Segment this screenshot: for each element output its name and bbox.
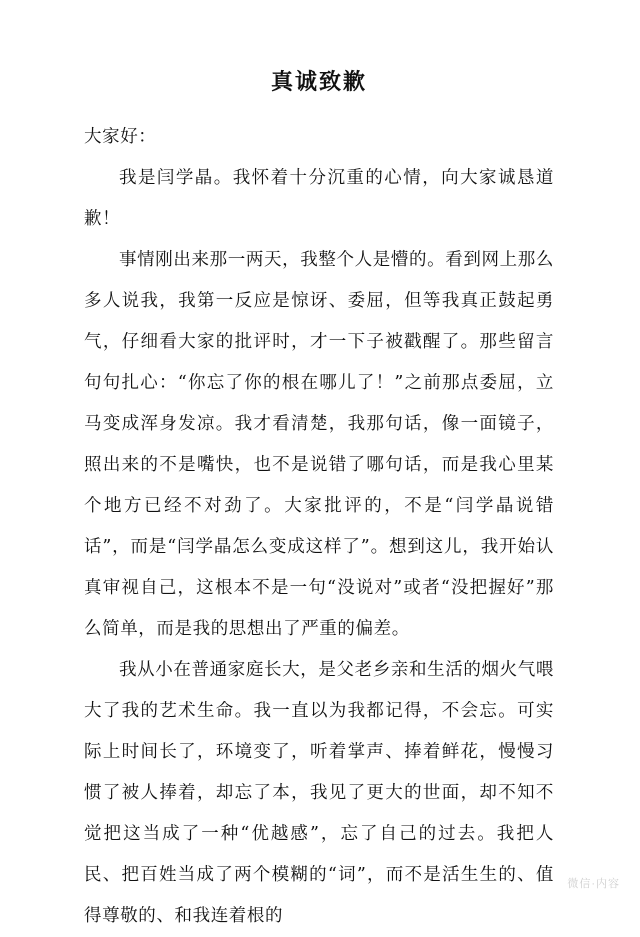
document-body: [84, 117, 554, 937]
watermark-label: 微信·内容: [567, 878, 620, 890]
paragraph-3: 我从小在普通家庭长大，是父老乡亲和生活的烟火气喂大了我的艺术生命。我一直以为我都记得，不会忘。可实际上时间长了，环境变了，听着掌声、捧着鲜花，慢慢习惯了被人捧着，却忘了本，我见了更大的世面，却不知不觉把这当成了一种“优越感”，忘了自己的过去。我把人民、把百姓当成了两个模糊的“词”，而不是活生生的、值得尊敬的、和我连着根的: [84, 659, 554, 926]
paragraph-2: 事情刚出来那一两天，我整个人是懵的。看到网上那么多人说我，我第一反应是惊讶、委屈，但等我真正鼓起勇气，仔细看大家的批评时，才一下子被戳醒了。那些留言句句扎心：“你忘了你的根在哪儿了！”之前那点委屈，立马变成浑身发凉。我才看清楚，我那句话，像一面镜子，照出来的不是嘴快，也不是说错了哪句话，而是我心里某个地方已经不对劲了。大家批评的，不是“闫学晶说错话”，而是“闫学晶怎么变成这样了”。想到这儿，我开始认真审视自己，这根本不是一句“没说对”或者“没把握好”那么简单，而是我的思想出了严重的偏差。: [84, 249, 554, 639]
page-title: 真诚致歉: [270, 69, 367, 95]
paragraph-1: 我是闫学晶。我怀着十分沉重的心情，向大家诚恳道歉！: [84, 167, 554, 229]
salutation: 大家好：: [84, 126, 157, 147]
